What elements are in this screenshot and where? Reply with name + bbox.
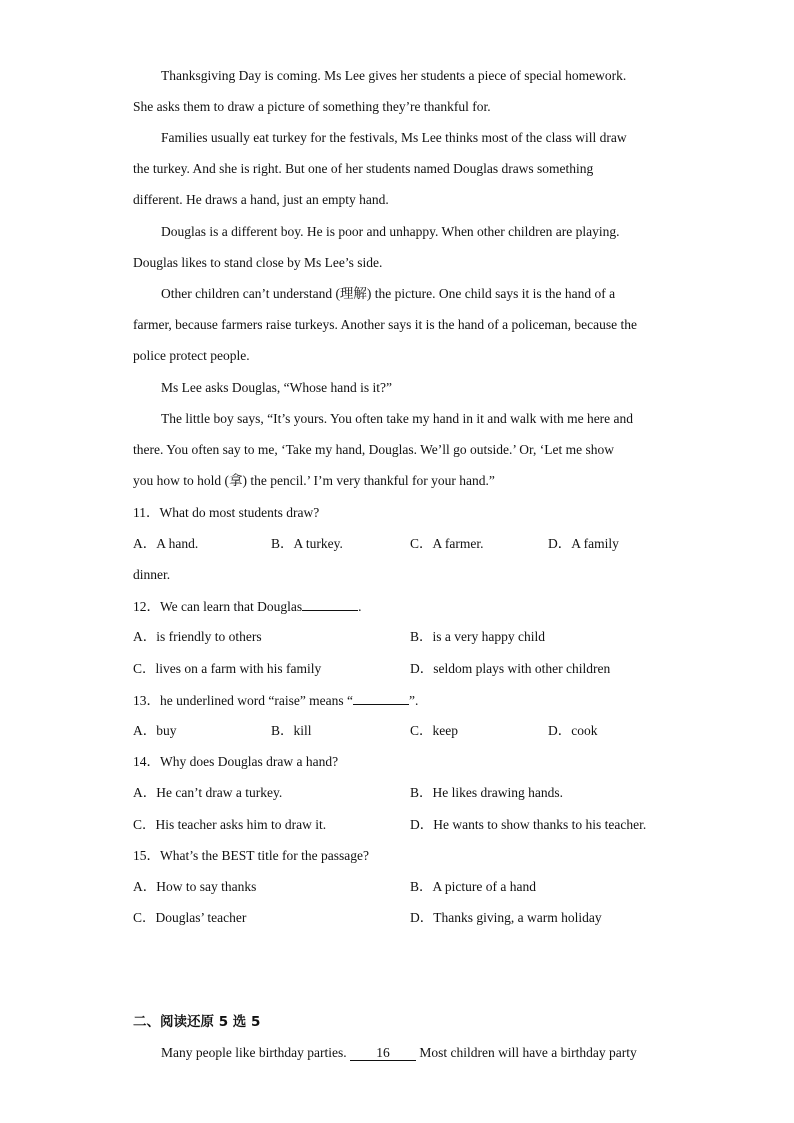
section-2-text-after: Most children will have a birthday party xyxy=(419,1045,637,1060)
passage-line-14: you how to hold (拿) the pencil.’ I’m very thankful for your hand.” xyxy=(133,473,495,488)
passage-line-8: Other children can’t understand (理解) the picture. One child says it is the hand of a xyxy=(161,286,616,301)
question-13-stem-text: 13．he underlined word “raise” means “ xyxy=(133,693,354,708)
question-14-option-d[interactable]: D．He wants to show thanks to his teacher. xyxy=(410,817,647,832)
passage-line-4: the turkey. And she is right. But one of her students named Douglas draws something xyxy=(133,161,594,176)
answer-blank[interactable] xyxy=(302,597,358,611)
question-13-stem xyxy=(133,691,418,710)
question-13-option-a[interactable]: A．buy xyxy=(133,723,177,738)
passage-line-6: Douglas is a different boy. He is poor and unhappy. When other children are playing. xyxy=(161,224,620,239)
question-15-option-d[interactable]: D．Thanks giving, a warm holiday xyxy=(410,910,602,925)
question-12-stem-end: . xyxy=(358,599,362,614)
question-15-option-c[interactable]: C．Douglas’ teacher xyxy=(133,910,247,925)
question-15-option-b[interactable]: B．A picture of a hand xyxy=(410,879,536,894)
passage-line-12: The little boy says, “It’s yours. You often take my hand in it and walk with me here and xyxy=(161,411,634,426)
question-14-option-b[interactable]: B．He likes drawing hands. xyxy=(410,785,563,800)
section-2-title: 二、阅读还原 5 选 5 xyxy=(133,1014,261,1030)
section-2-text-before: Many people like birthday parties. xyxy=(161,1045,347,1060)
question-12-stem xyxy=(133,597,361,616)
question-12-option-b[interactable]: B．is a very happy child xyxy=(410,629,545,644)
passage-line-13: there. You often say to me, ‘Take my hand, Douglas. We’ll go outside.’ Or, ‘Let me show xyxy=(133,442,614,457)
question-14-stem: 14．Why does Douglas draw a hand? xyxy=(133,754,339,769)
passage-line-10: police protect people. xyxy=(133,348,250,363)
question-11-stem: 11．What do most students draw? xyxy=(133,505,320,520)
question-12-option-c[interactable]: C．lives on a farm with his family xyxy=(133,661,322,676)
passage-line-2: She asks them to draw a picture of something they’re thankful for. xyxy=(133,99,491,114)
question-12-stem-text: 12．We can learn that Douglas xyxy=(133,599,303,614)
question-11-option-c[interactable]: C．A farmer. xyxy=(410,536,484,551)
question-13-option-c[interactable]: C．keep xyxy=(410,723,458,738)
question-12-option-a[interactable]: A．is friendly to others xyxy=(133,629,262,644)
question-12-option-d[interactable]: D．seldom plays with other children xyxy=(410,661,611,676)
passage-line-3: Families usually eat turkey for the festivals, Ms Lee thinks most of the class will draw xyxy=(161,130,627,145)
answer-blank[interactable] xyxy=(353,691,409,705)
question-15-stem: 15．What’s the BEST title for the passage? xyxy=(133,848,369,863)
passage-line-1: Thanksgiving Day is coming. Ms Lee gives her students a piece of special homework. xyxy=(161,68,627,83)
question-11-option-d[interactable]: D．A family xyxy=(548,536,619,551)
question-13-option-b[interactable]: B．kill xyxy=(271,723,312,738)
question-11-option-b[interactable]: B．A turkey. xyxy=(271,536,343,551)
passage-line-9: farmer, because farmers raise turkeys. Another says it is the hand of a policeman, because the xyxy=(133,317,638,332)
question-14-option-c[interactable]: C．His teacher asks him to draw it. xyxy=(133,817,327,832)
section-2-passage-line-1 xyxy=(161,1044,637,1062)
passage-line-7: Douglas likes to stand close by Ms Lee’s side. xyxy=(133,255,383,270)
question-14-option-a[interactable]: A．He can’t draw a turkey. xyxy=(133,785,283,800)
question-13-option-d[interactable]: D．cook xyxy=(548,723,598,738)
answer-blank-16[interactable]: 16 xyxy=(350,1046,416,1061)
question-11-option-a[interactable]: A．A hand. xyxy=(133,536,199,551)
passage-line-11: Ms Lee asks Douglas, “Whose hand is it?” xyxy=(161,380,392,395)
question-13-stem-end: ”. xyxy=(409,693,419,708)
question-15-option-a[interactable]: A．How to say thanks xyxy=(133,879,257,894)
passage-line-5: different. He draws a hand, just an empty hand. xyxy=(133,192,389,207)
question-11-option-d-continued: dinner. xyxy=(133,567,171,582)
